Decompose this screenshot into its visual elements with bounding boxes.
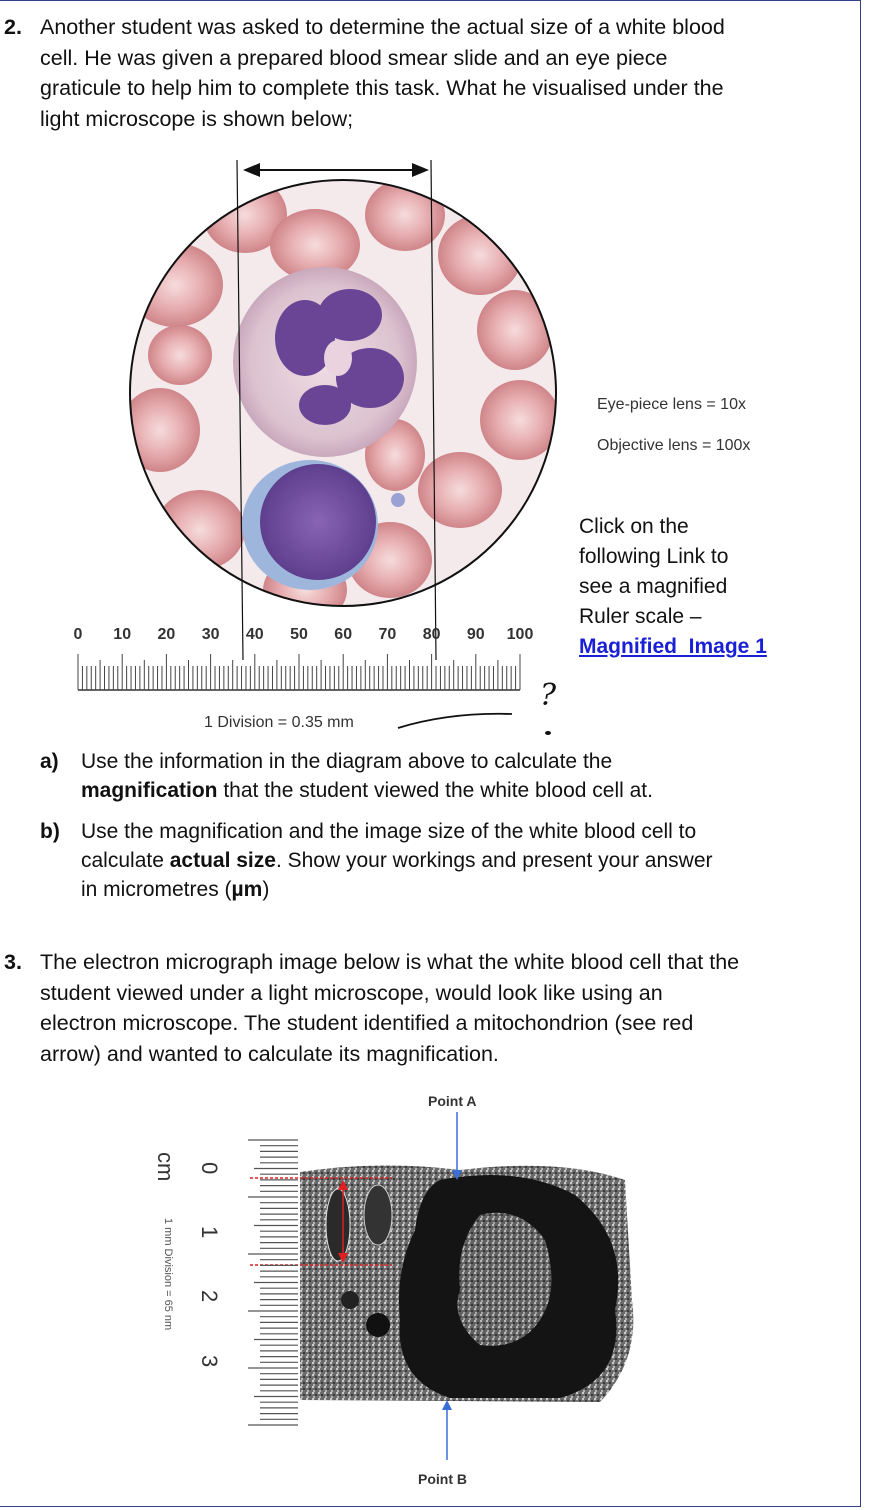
micrometre-unit: µm	[231, 878, 263, 901]
part-b-line: Use the magnification and the image size of the white blood cell to	[81, 820, 697, 843]
division-label: 1 Division = 0.35 mm	[204, 714, 354, 731]
magnification-term: magnification	[81, 779, 218, 802]
question-2-number: 2.	[4, 15, 22, 39]
mitochondrion	[326, 1189, 350, 1261]
graticule-label: 80	[422, 626, 441, 643]
point-a-label: Point A	[428, 1093, 477, 1109]
note-line: following Link to	[579, 545, 729, 568]
question-2-line: Another student was asked to determine the actual size of a white blood	[40, 15, 725, 39]
graticule-label: 70	[378, 626, 397, 643]
part-a-label: a)	[40, 750, 59, 773]
part-b-line3-post: )	[262, 878, 270, 901]
graticule-label: 90	[466, 626, 485, 643]
note-line: Ruler scale –	[579, 605, 702, 628]
part-a-rest: that the student viewed the white blood cell at.	[217, 779, 653, 802]
question-3-line: student viewed under a light microscope, would look like using an	[40, 980, 663, 1005]
part-b-label: b)	[40, 820, 60, 843]
cm-ruler	[248, 1140, 298, 1425]
part-b-pre: calculate	[81, 849, 170, 872]
graticule-label: 10	[113, 626, 132, 643]
cm-ruler-label: 1	[197, 1226, 222, 1239]
graticule-label: 20	[157, 626, 176, 643]
eyepiece-lens-label: Eye-piece lens = 10x	[597, 396, 746, 413]
question-2-line: cell. He was given a prepared blood smear slide and an eye piece	[40, 45, 668, 70]
point-b-label: Point B	[418, 1471, 467, 1487]
question-3-line: The electron micrograph image below is what the white blood cell that the	[40, 950, 740, 974]
question-2-line: graticule to help him to complete this task. What he visualised under the	[40, 76, 724, 100]
part-b-line3-pre: in micrometres (	[81, 878, 232, 901]
question-3-line: electron microscope. The student identified a mitochondrion (see red	[40, 1011, 694, 1035]
part-b-post: . Show your workings and present your answer	[275, 849, 713, 872]
graticule-label: 50	[290, 626, 308, 643]
actual-size-term: actual size	[169, 849, 276, 872]
note-line: Click on the	[579, 515, 689, 538]
ruler-unit-label: cm	[153, 1152, 178, 1182]
magnified-image-link[interactable]: Magnified Image 1	[579, 635, 767, 658]
note-line: see a magnified	[579, 575, 728, 598]
graticule-label: 0	[73, 626, 83, 643]
part-a-line: Use the information in the diagram above to calculate the	[81, 750, 613, 773]
question-3-line: arrow) and wanted to calculate its magnification.	[40, 1041, 499, 1066]
graticule-label: 100	[506, 626, 534, 643]
graticule-label: 30	[201, 626, 220, 643]
objective-lens-label: Objective lens = 100x	[597, 437, 751, 454]
point-b-arrow	[442, 1400, 452, 1460]
graticule-label: 40	[245, 626, 264, 643]
ruler-division-label: 1 mm Division = 65 nm	[162, 1218, 174, 1331]
micrograph	[300, 1165, 633, 1402]
question-3-number: 3.	[4, 950, 22, 974]
cm-ruler-label: 0	[197, 1162, 222, 1175]
cm-ruler-label: 3	[197, 1355, 222, 1368]
graticule-label: 60	[334, 626, 353, 643]
handwritten-question-mark: ?	[540, 678, 557, 713]
question-2-line: light microscope is shown below;	[40, 106, 354, 131]
cm-ruler-labels	[197, 1162, 222, 1367]
cm-ruler-label: 2	[197, 1290, 222, 1303]
